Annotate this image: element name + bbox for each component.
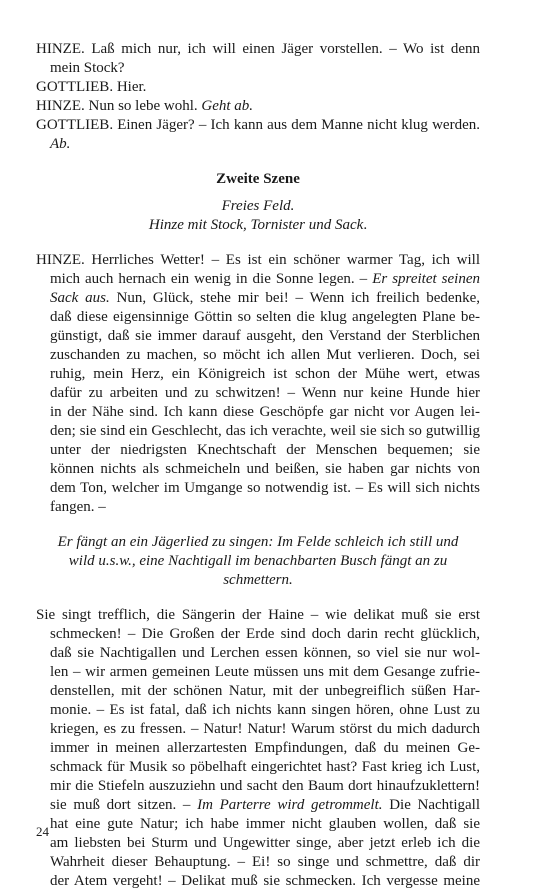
speech-line: monie. – Es ist fatal, daß ich nichts kann singen hören, ohne Lust zu bbox=[50, 702, 480, 718]
speech-line: immer in meinen allerzartesten Empfindungen, daß du meinen Ge- bbox=[50, 740, 480, 756]
scene-setting-place: Freies Feld. bbox=[221, 198, 295, 214]
speech-line: dem Ton, welcher im Umgange so notwendig ist. – Es will sich nichts bbox=[50, 480, 480, 496]
speech-line: HINZE. Herrliches Wetter! – Es ist ein schöner warmer Tag, ich will bbox=[36, 252, 480, 268]
speech-line bbox=[36, 289, 480, 308]
speech-line: schmecken! – Die Großen der Erde sind doch darin recht glücklich, bbox=[50, 626, 480, 642]
speech-line: dafür zu arbeiten und zu schwitzen! – Wenn nur keine Hunde hier bbox=[50, 385, 480, 401]
dialogue-line: GOTTLIEB. Hier. bbox=[36, 79, 147, 95]
speech-line: hat eine gute Natur; ich habe immer nicht glauben wollen, daß sie bbox=[50, 816, 480, 832]
dialogue-line: GOTTLIEB. Einen Jäger? – Ich kann aus dem Manne nicht klug werden. bbox=[36, 117, 480, 133]
speech-line: schmack für Musik so pöbelhaft eingerichtet hast? Fast krieg ich Lust, bbox=[50, 759, 480, 775]
speech-line-segment: Nun, Glück, stehe mir bei! – Wenn ich freilich bedenke, bbox=[109, 290, 480, 306]
hinze-speech bbox=[36, 251, 480, 517]
speech-line-segment: Die Nachtigall bbox=[382, 797, 480, 813]
dialogue-line-segment: HINZE. Nun so lebe wohl. bbox=[36, 98, 202, 114]
page-body bbox=[36, 40, 480, 891]
speech-line: können nichts als schmeicheln und beißen, sie haben gar nichts von bbox=[50, 461, 480, 477]
dialogue-line: HINZE. Laß mich nur, ich will einen Jäger vorstellen. – Wo ist denn bbox=[36, 41, 480, 57]
speech-line-segment: Er spreitet seinen bbox=[372, 271, 480, 287]
dialogue-line: mein Stock? bbox=[50, 60, 125, 76]
speech-line-segment: Sack aus. bbox=[50, 290, 110, 306]
speech-line: unter der niedrigsten Knechtschaft der Menschen bequemen; sie bbox=[50, 442, 480, 458]
speech-line: der Atem vergeht! – Delikat muß sie schmecken. Ich vergesse meine bbox=[50, 873, 480, 889]
speech-line: daß diese eigensinnige Göttin so selten die klug angelegten Plane be- bbox=[50, 309, 480, 325]
speech-line-segment: mich auch hernach ein wenig in die Sonne legen. – bbox=[50, 271, 373, 287]
scene-setting-characters-text: Hinze mit Stock, Tornister und Sack bbox=[148, 217, 364, 233]
stage-direction bbox=[36, 533, 480, 590]
speech-line: denstellen, mit der schönen Natur, mit der unbegreiflich süßen Har- bbox=[50, 683, 480, 699]
scene-setting-characters bbox=[36, 216, 480, 235]
speech-line: len – wir armen gemeinen Leute müssen uns mit dem Gesange zufrie- bbox=[50, 664, 480, 680]
dialogue-line-segment: Geht ab. bbox=[201, 98, 254, 114]
page-number: 24 bbox=[36, 824, 49, 839]
speech-line-segment: Im Parterre wird getrommelt. bbox=[197, 797, 383, 813]
speech-line: daß sie Nachtigallen und Lerchen essen können, so viel sie nur wol- bbox=[50, 645, 480, 661]
opening-dialogue bbox=[36, 40, 480, 154]
speech-line: den; sie sind ein Geschlecht, das ich verachte, weil sie sich so gutwillig bbox=[50, 423, 480, 439]
scene-setting-period: . bbox=[363, 217, 368, 233]
speech-line: mir die Stiefeln auszuziehn und sacht den Baum dort hinaufzuklettern! bbox=[50, 778, 480, 794]
speech-line bbox=[36, 796, 480, 815]
speech-line: Sie singt trefflich, die Sängerin der Haine – wie delikat muß sie erst bbox=[36, 607, 480, 623]
scene-heading: Zweite Szene bbox=[216, 171, 300, 187]
speech-line: in der Nähe sind. Ich kann diese Geschöpfe gar nicht vor Augen lei- bbox=[50, 404, 480, 420]
speech-line-segment: sie muß dort sitzen. – bbox=[50, 797, 198, 813]
speech-line: am liebsten bei Sturm und Ungewitter singe, aber jetzt erleb ich die bbox=[50, 835, 480, 851]
speech-line bbox=[36, 270, 480, 289]
dialogue-line bbox=[36, 97, 480, 116]
speech-line: Wahrheit dieser Behauptung. – Ei! so singe und schmettre, daß dir bbox=[50, 854, 480, 870]
stage-direction-line: wild u.s.w., eine Nachtigall im benachbarten Busch fängt an zu bbox=[68, 553, 448, 569]
speech-line: zuschanden zu machen, so möcht ich allen Mut verlieren. Doch, sei bbox=[50, 347, 480, 363]
stage-direction-line: Er fängt an ein Jägerlied zu singen: Im Felde schleich ich still und bbox=[57, 534, 459, 550]
nightingale-speech bbox=[36, 606, 480, 891]
speech-line: kriegen, es zu fressen. – Natur! Natur! Warum störst du mich dadurch bbox=[50, 721, 480, 737]
speech-line: günstigt, daß sie immer darauf ausgeht, den Verstand der Sterblichen bbox=[50, 328, 480, 344]
dialogue-line bbox=[36, 135, 480, 154]
dialogue-line-segment: Ab. bbox=[50, 136, 71, 152]
speech-line: ruhig, mein Herz, ein Königreich ist schon der Mühe wert, etwas bbox=[50, 366, 480, 382]
stage-direction-line: schmettern. bbox=[223, 572, 293, 588]
speech-line: fangen. – bbox=[50, 499, 106, 515]
